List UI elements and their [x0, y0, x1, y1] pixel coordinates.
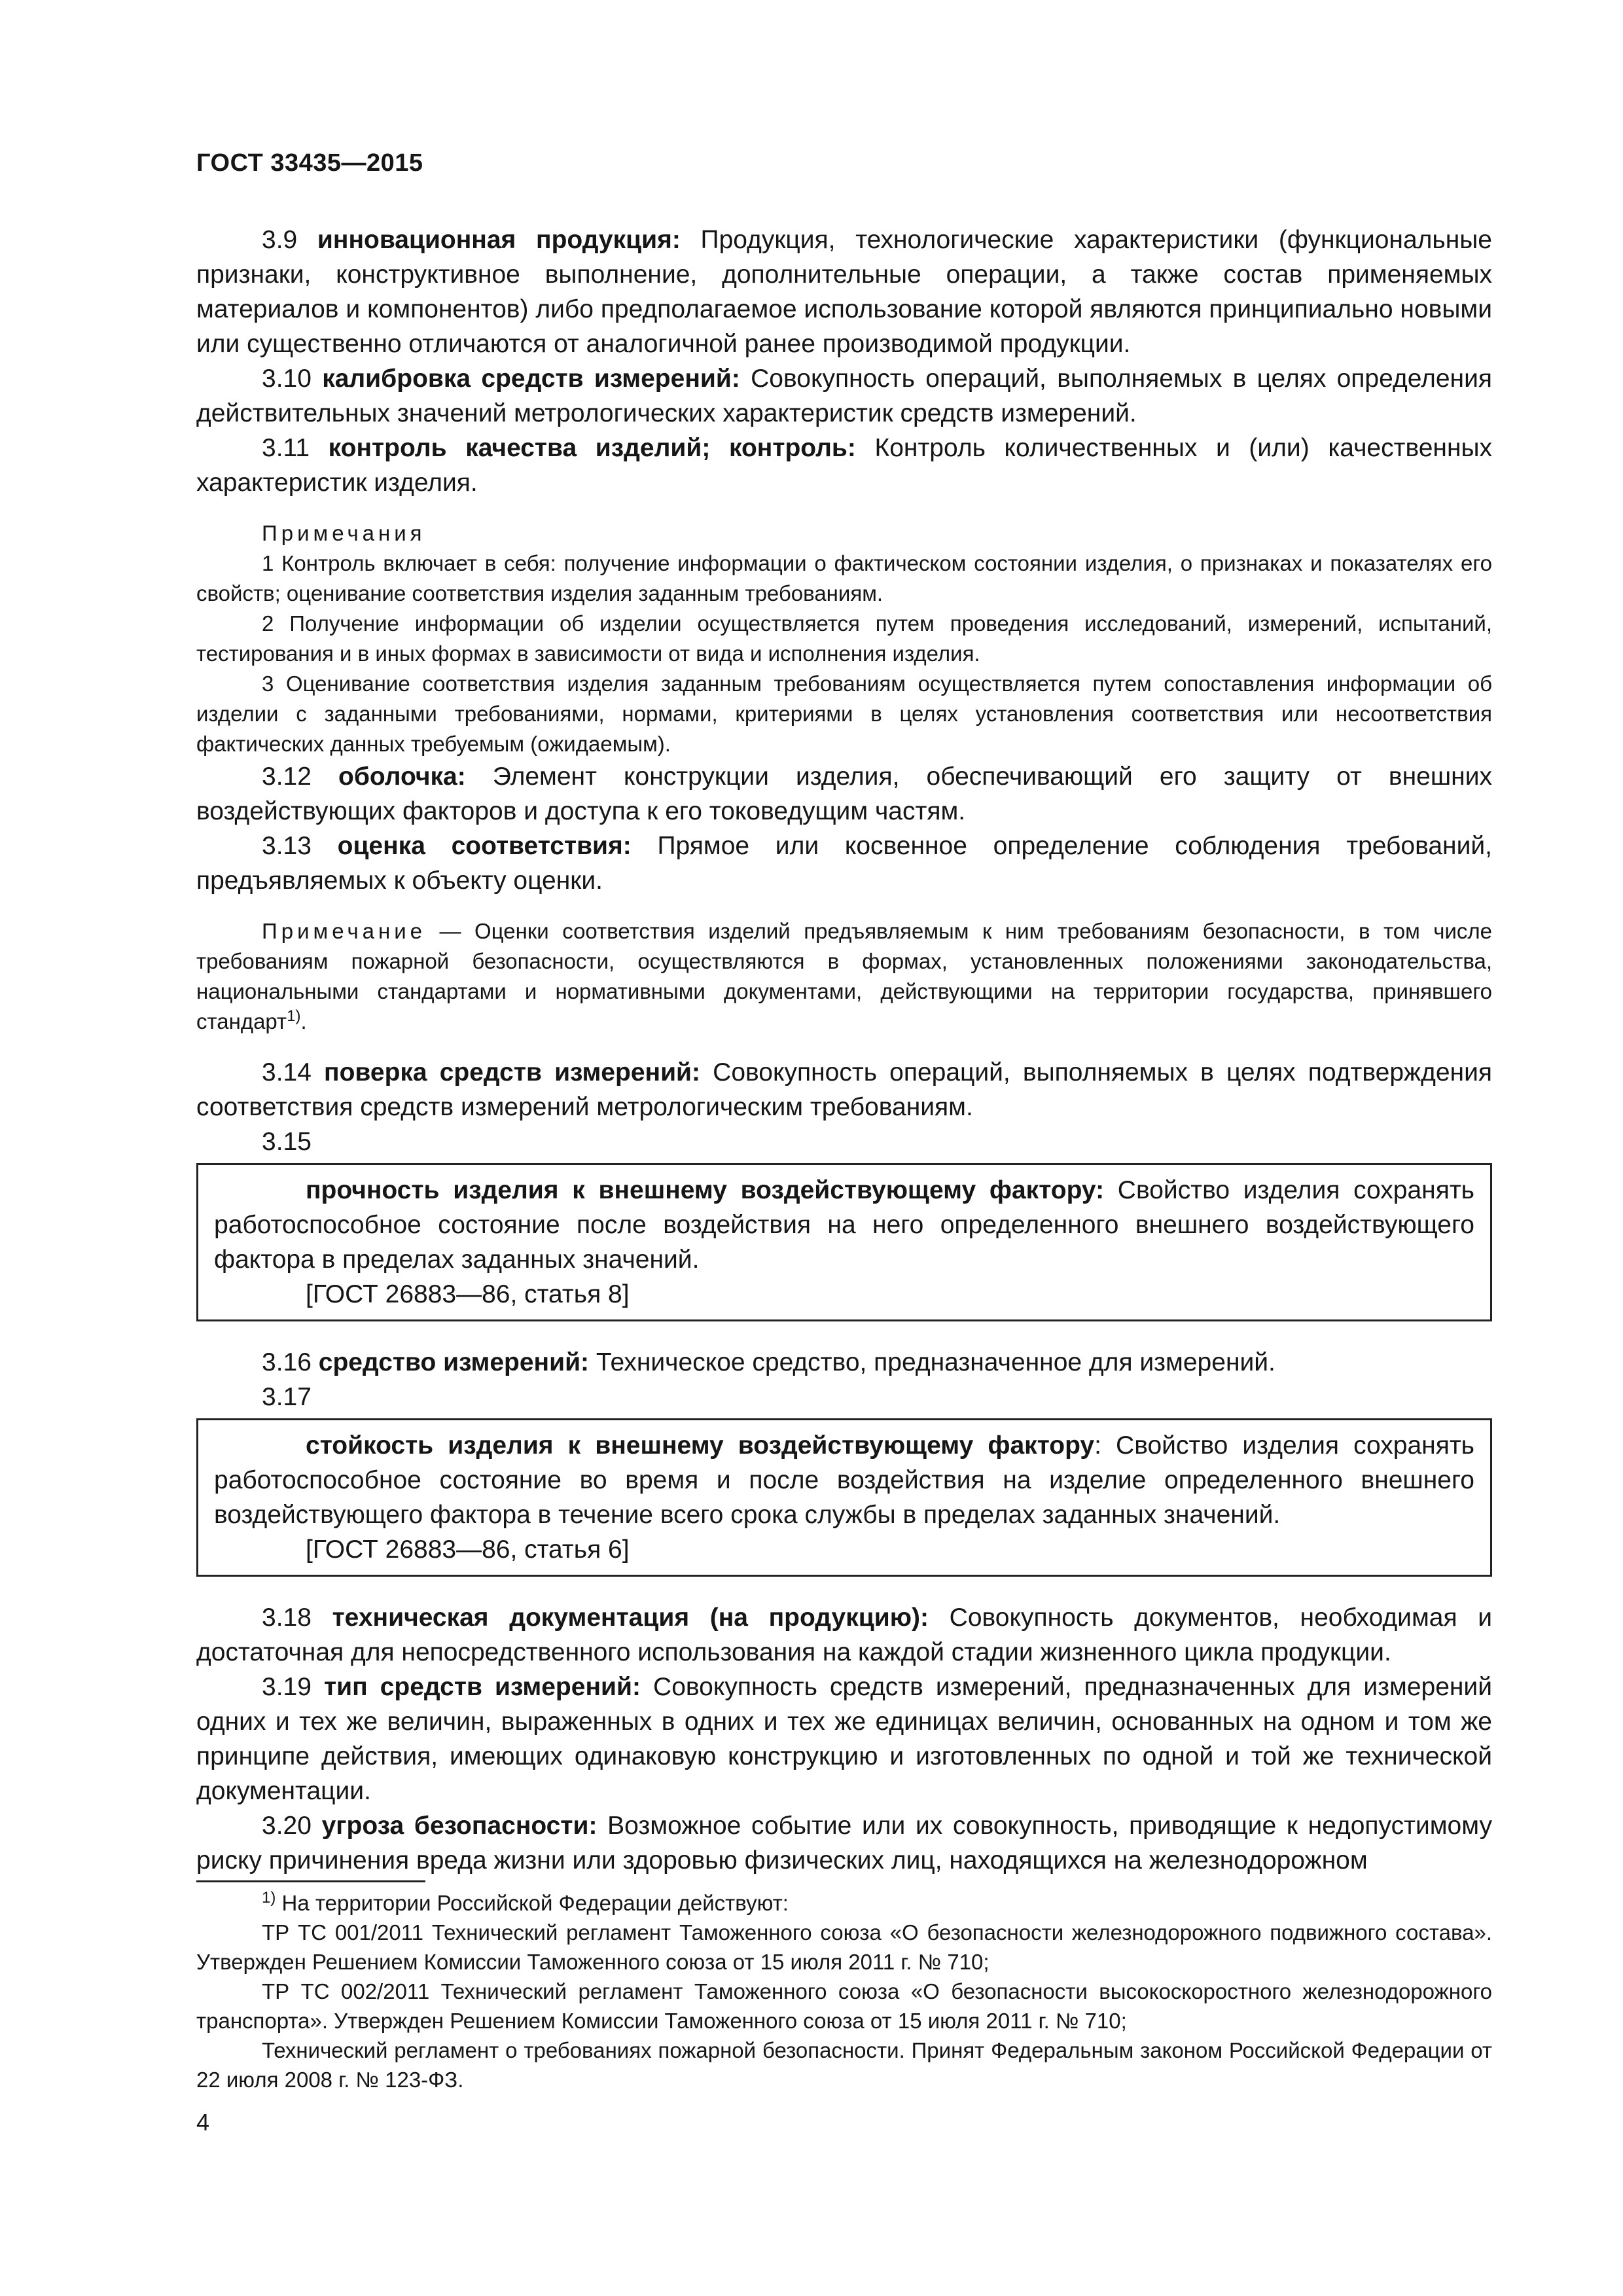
- term-3-11: 3.11 контроль качества изделий; контроль: Контроль количественных и (или) качественных характеристик изделия.: [196, 434, 1493, 497]
- footnote-item: ТР ТС 001/2011 Технический регламент Таможенного союза «О безопасности железнодорожного подвижного состава». Утвержден Решением Комиссии Таможенного союза от 15 июля 2011 г. № 710;: [196, 1920, 1492, 1974]
- term-3-17: стойкость изделия к внешнему воздействующему фактору: Свойство изделия сохранять работоспособное состояние во время и после воздействия на изделие определенного внешнего воздействующего фактора в течение всего срока службы в пределах заданных значений.: [214, 1431, 1474, 1529]
- term-3-15-box: [196, 1163, 1492, 1321]
- term-title: оценка соответствия:: [337, 832, 632, 860]
- term-title: средство измерений:: [318, 1348, 590, 1376]
- term-title: контроль качества изделий; контроль:: [328, 434, 856, 462]
- footnote-intro: $^{1)}$ На территории Российской Федерации действуют:: [262, 1889, 789, 1915]
- term-3-18: 3.18 техническая документация (на продукцию): Совокупность документов, необходимая и достаточная для непосредственного использования на каждой стадии жизненного цикла продукции.: [196, 1604, 1493, 1666]
- footnotes: [196, 1888, 1492, 2094]
- term-3-17-number: 3.17: [262, 1383, 312, 1411]
- notes-heading: Примечания: [262, 521, 426, 545]
- footnote-marker: 1): [262, 1889, 276, 1907]
- term-3-12: 3.12 оболочка: Элемент конструкции изделия, обеспечивающий его защиту от внешних воздействующих факторов и доступа к его токоведущим частям.: [196, 762, 1492, 825]
- footnote-divider: [196, 1880, 425, 1882]
- term-3-14: 3.14 поверка средств измерений: Совокупность операций, выполняемых в целях подтверждения соответствия средств измерений метрологическим требованиям.: [196, 1058, 1493, 1121]
- note-2: 2 Получение информации об изделии осуществляется путем проведения исследований, измерений, испытаний, тестирования и в иных формах в зависимости от вида и исполнения изделия.: [196, 611, 1492, 666]
- term-3-9: 3.9 инновационная продукция: Продукция, технологические характеристики (функциональные признаки, конструктивное выполнение, дополнительные операции, а также состав применяемых материалов и компонентов) либо предполагаемое использование которой являются принципиально новыми или существенно отличаются от аналогичной ранее производимой продукции.: [196, 226, 1492, 358]
- term-title: тип средств измерений:: [324, 1673, 641, 1701]
- term-title: оболочка:: [338, 762, 466, 791]
- term-title: техническая документация (на продукцию):: [332, 1604, 929, 1632]
- term-title: калибровка средств измерений:: [322, 365, 740, 393]
- footnote-item: ТР ТС 002/2011 Технический регламент Таможенного союза «О безопасности высокоскоростного железнодорожного транспорта». Утвержден Решением Комиссии Таможенного союза от 15 июля 2011 г. № 710;: [196, 1979, 1492, 2033]
- term-title: прочность изделия к внешнему воздействующему фактору:: [306, 1176, 1105, 1204]
- terms-section: [196, 223, 1492, 1878]
- term-title: инновационная продукция:: [317, 226, 681, 254]
- term-source: [ГОСТ 26883—86, статья 8]: [306, 1280, 630, 1308]
- term-title: угроза безопасности:: [321, 1812, 597, 1840]
- footnote-item: Технический регламент о требованиях пожарной безопасности. Принят Федеральным законом Российской Федерации от 22 июля 2008 г. № 123-ФЗ.: [196, 2038, 1492, 2092]
- term-3-13: 3.13 оценка соответствия: Прямое или косвенное определение соблюдения требований, предъявляемых к объекту оценки.: [196, 832, 1493, 895]
- term-3-19: 3.19 тип средств измерений: Совокупность средств измерений, предназначенных для измерений одних и тех же величин, выраженных в одних и тех же единицах величин, основанных на одном и том же принципе действия, имеющих одинаковую конструкцию и изготовленных по одной и той же технической документации.: [196, 1673, 1493, 1805]
- term-3-20: 3.20 угроза безопасности: Возможное событие или их совокупность, приводящие к недопустимому риску причинения вреда жизни или здоровью физических лиц, находящихся на железнодорожном: [196, 1812, 1492, 1874]
- document-header: ГОСТ 33435—2015: [196, 149, 423, 177]
- note-1: 1 Контроль включает в себя: получение информации о фактическом состоянии изделия, о признаках и показателях его свойств; оценивание соответствия изделия заданным требованиям.: [196, 551, 1492, 605]
- footnote-ref: 1): [287, 1007, 301, 1025]
- term-title: стойкость изделия к внешнему воздействующему фактору: [306, 1431, 1095, 1460]
- term-3-16: 3.16 средство измерений: Техническое средство, предназначенное для измерений.: [262, 1348, 1275, 1376]
- term-3-15: прочность изделия к внешнему воздействующему фактору: Свойство изделия сохранять работоспособное состояние после воздействия на него определенного внешнего воздействующего фактора в пределах заданных значений.: [214, 1176, 1475, 1274]
- term-3-15-number: 3.15: [262, 1128, 312, 1156]
- term-source: [ГОСТ 26883—86, статья 6]: [306, 1535, 630, 1564]
- term-3-10: 3.10 калибровка средств измерений: Совокупность операций, выполняемых в целях определения действительных значений метрологических характеристик средств измерений.: [196, 365, 1492, 427]
- note-3-13: Примечание — Оценки соответствия изделий предъявляемым к ним требованиям безопасности, в том числе требованиям пожарной безопасности, осуществляются в формах, установленных положениями законодательства, национальными стандартами и нормативными документами, действующими на территории государства, принявшего стандарт$^{1)}$.: [196, 919, 1493, 1033]
- page-number: 4: [196, 2109, 210, 2136]
- note-3: 3 Оценивание соответствия изделия заданным требованиям осуществляется путем сопоставления информации об изделии с заданными требованиями, нормами, критериями в целях установления соответствия или несоответствия фактических данных требуемым (ожидаемым).: [196, 672, 1492, 756]
- term-3-17-box: [196, 1418, 1492, 1577]
- term-title: поверка средств измерений:: [324, 1058, 701, 1086]
